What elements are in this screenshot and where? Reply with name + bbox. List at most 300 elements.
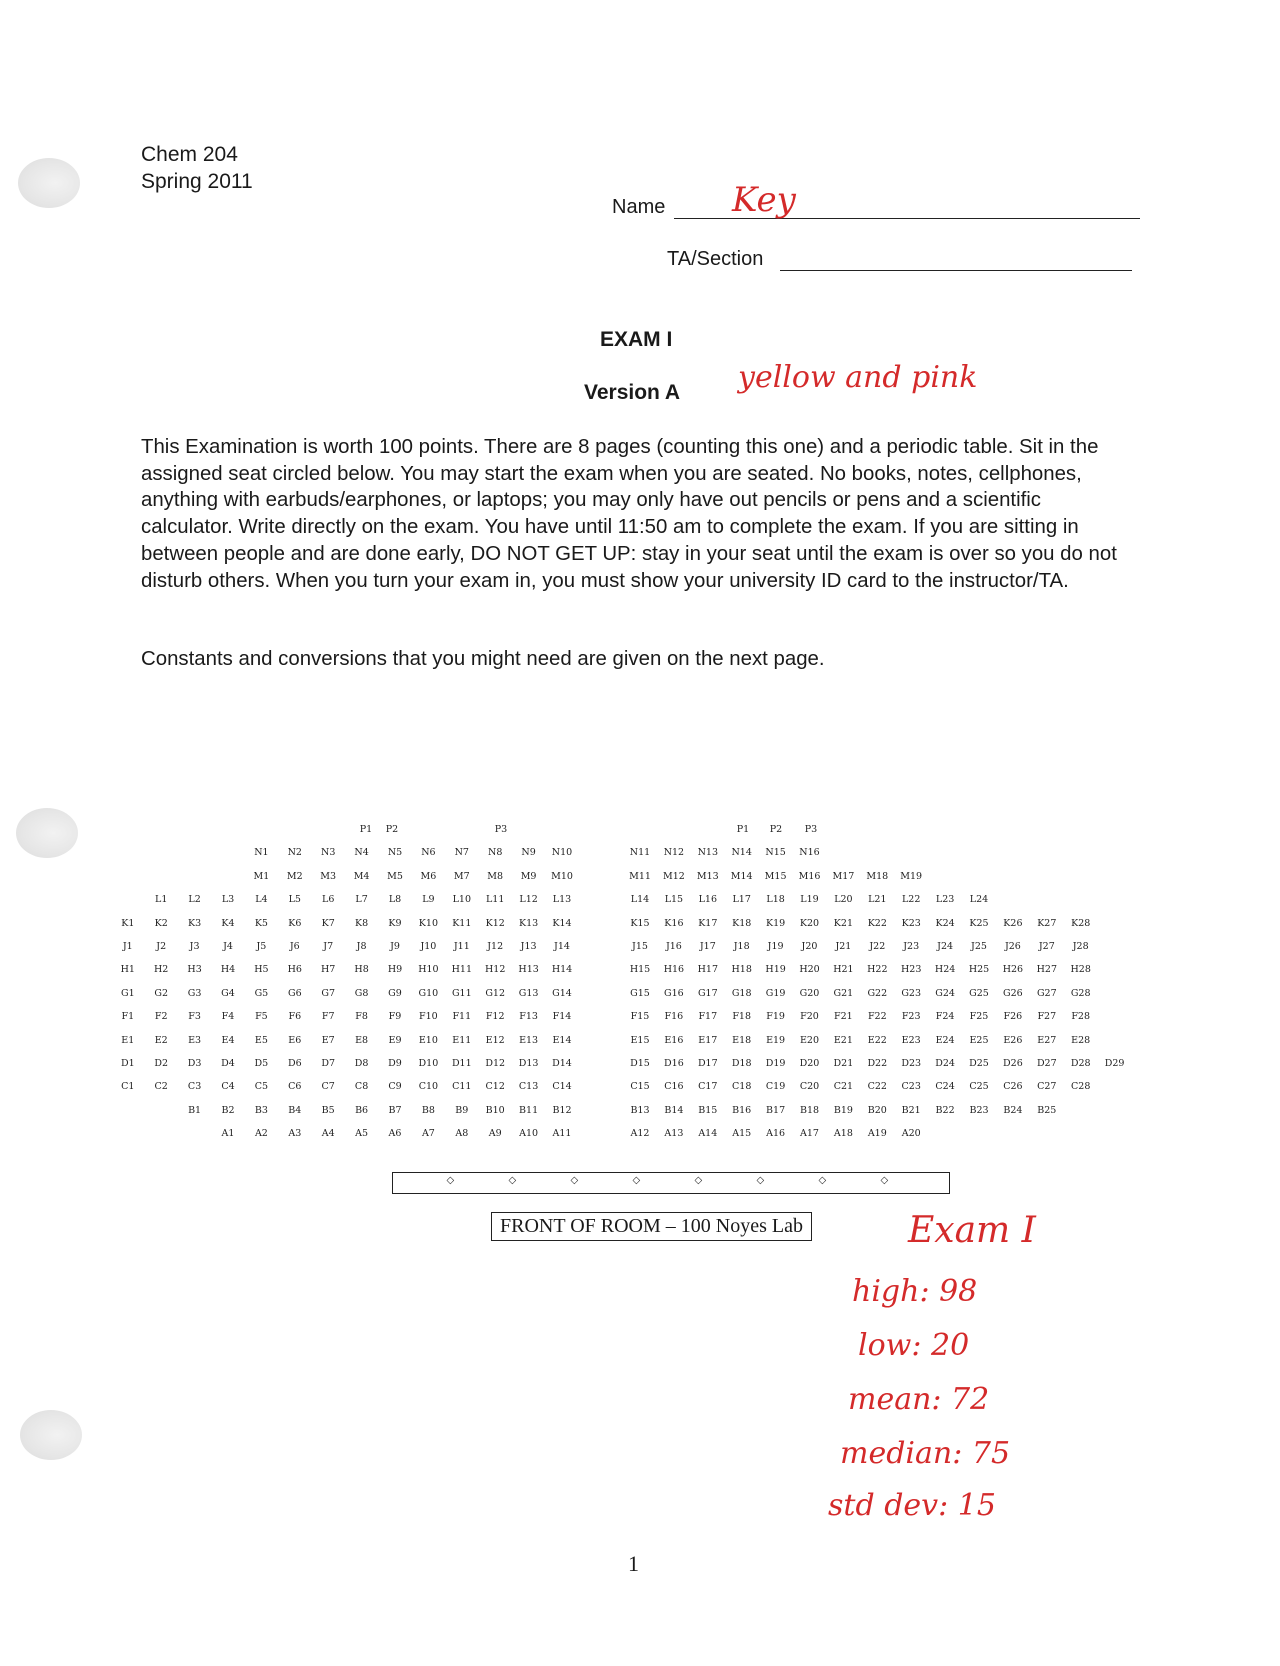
seat-f9: F9 — [388, 1011, 402, 1023]
stats-title: Exam I — [908, 1210, 1036, 1251]
seat-a17: A17 — [800, 1128, 819, 1140]
seat-c20: C20 — [799, 1081, 820, 1093]
seat-h17: H17 — [697, 964, 718, 976]
seat-k14: K14 — [552, 917, 572, 929]
seat-d19: D19 — [765, 1058, 786, 1069]
seat-c11: C11 — [452, 1081, 472, 1093]
instructions-paragraph: This Examination is worth 100 points. There are 8 pages (counting this one) and a periodic table. Sit in the assigned seat circled below. You may start the exam when you are seated. No books, notes, cellphones, anything with earbuds/earphones, or laptops; you may only have out pencils or pens and a scientific calculator. Write directly on the exam. You have until 11:50 am to complete the exam. If you are sitting in between people and are done early, DO NOT GET UP: stay in your seat until the exam is over so you do not disturb others. When you turn your exam in, you must show your university ID card to the instructor/TA. — [141, 436, 1117, 592]
front-marker: ◇ — [694, 1175, 703, 1186]
seat-m10: M10 — [551, 870, 573, 882]
seat-f15: F15 — [630, 1011, 650, 1023]
seat-m6: M6 — [420, 870, 437, 882]
seat-g17: G17 — [697, 987, 718, 999]
seat-f20: F20 — [800, 1011, 819, 1023]
seat-p2: P2 — [385, 824, 399, 835]
seat-c21: C21 — [833, 1081, 854, 1093]
seat-h23: H23 — [901, 964, 922, 976]
seat-d23: D23 — [901, 1058, 922, 1069]
seat-m5: M5 — [387, 870, 403, 882]
seat-h6: H6 — [287, 964, 302, 976]
seat-row-j — [0, 941, 1280, 957]
exam-version: Version A — [584, 381, 681, 404]
seat-row-d — [0, 1058, 1280, 1074]
seat-h20: H20 — [799, 964, 820, 976]
seat-c2: C2 — [154, 1081, 168, 1093]
seat-k28: K28 — [1071, 917, 1091, 929]
seat-f7: F7 — [321, 1011, 335, 1023]
seat-b15: B15 — [698, 1104, 718, 1116]
seat-m7: M7 — [453, 870, 470, 882]
seat-f6: F6 — [288, 1011, 302, 1023]
seat-c10: C10 — [418, 1081, 439, 1093]
seat-k8: K8 — [355, 917, 369, 929]
seat-c8: C8 — [354, 1081, 369, 1093]
seat-d20: D20 — [799, 1058, 820, 1069]
seat-g24: G24 — [935, 987, 955, 999]
seat-b16: B16 — [732, 1104, 752, 1116]
seat-a4: A4 — [321, 1128, 335, 1140]
seat-h18: H18 — [731, 964, 752, 976]
punch-hole-bottom — [20, 1410, 82, 1460]
seat-d28: D28 — [1070, 1058, 1091, 1069]
seat-b6: B6 — [355, 1104, 369, 1116]
seat-l9: L9 — [422, 894, 435, 906]
seat-f8: F8 — [355, 1011, 368, 1023]
seat-m16: M16 — [798, 870, 821, 882]
seat-j25: J25 — [971, 941, 987, 952]
seat-n4: N4 — [354, 847, 369, 859]
seat-k22: K22 — [867, 917, 887, 929]
seat-row-c — [0, 1081, 1280, 1097]
seat-e16: E16 — [664, 1034, 684, 1046]
seat-g9: G9 — [388, 987, 402, 999]
seat-m11: M11 — [629, 870, 651, 882]
seat-g2: G2 — [154, 987, 169, 999]
seat-h10: H10 — [418, 964, 439, 976]
seat-h15: H15 — [629, 964, 651, 976]
page-number: 1 — [628, 1551, 639, 1576]
seat-e13: E13 — [519, 1034, 539, 1046]
seat-m4: M4 — [353, 870, 370, 882]
stats-mean: mean: 72 — [848, 1382, 990, 1417]
seat-b24: B24 — [1003, 1104, 1023, 1116]
punch-hole-middle — [16, 808, 78, 858]
seat-l21: L21 — [868, 894, 887, 906]
seat-b20: B20 — [867, 1104, 887, 1116]
seat-h8: H8 — [354, 964, 369, 976]
seat-b11: B11 — [519, 1104, 539, 1116]
seat-c28: C28 — [1071, 1081, 1091, 1093]
seat-c3: C3 — [187, 1081, 202, 1093]
seat-h5: H5 — [254, 964, 269, 976]
seat-n10: N10 — [551, 847, 573, 859]
seat-j4: J4 — [223, 941, 233, 952]
seat-k27: K27 — [1037, 917, 1057, 929]
seat-g4: G4 — [221, 987, 235, 999]
seat-n13: N13 — [697, 847, 718, 859]
seat-b8: B8 — [421, 1104, 435, 1116]
course-term: Spring 2011 — [141, 170, 253, 193]
seat-a10: A10 — [519, 1128, 539, 1140]
seat-n16: N16 — [799, 847, 820, 859]
seat-h22: H22 — [867, 964, 888, 976]
seat-k21: K21 — [833, 917, 853, 929]
seat-k15: K15 — [630, 917, 650, 929]
seat-row-p — [0, 824, 1280, 840]
seat-j5: J5 — [256, 941, 267, 952]
seat-d15: D15 — [630, 1058, 650, 1069]
seat-p1: P1 — [736, 824, 750, 835]
seat-c9: C9 — [388, 1081, 402, 1093]
seat-c24: C24 — [935, 1081, 955, 1093]
seat-f24: F24 — [935, 1011, 955, 1023]
seat-b1: B1 — [188, 1104, 202, 1116]
seat-c19: C19 — [765, 1081, 786, 1093]
seat-k9: K9 — [388, 917, 402, 929]
seat-k2: K2 — [154, 917, 168, 929]
seat-a12: A12 — [630, 1128, 650, 1140]
seat-h12: H12 — [485, 964, 506, 976]
seat-h11: H11 — [451, 964, 472, 976]
seat-d25: D25 — [969, 1058, 989, 1069]
seat-a16: A16 — [766, 1128, 786, 1140]
seat-c7: C7 — [321, 1081, 335, 1093]
seat-h27: H27 — [1036, 964, 1057, 976]
seat-j23: J23 — [903, 941, 920, 952]
seat-a8: A8 — [455, 1128, 469, 1140]
seat-j15: J15 — [632, 941, 648, 952]
seat-n12: N12 — [663, 847, 685, 859]
seat-d8: D8 — [354, 1058, 369, 1069]
course-block — [141, 141, 253, 195]
seat-row-b — [0, 1105, 1280, 1121]
seat-l4: L4 — [255, 894, 268, 906]
seat-c12: C12 — [485, 1081, 505, 1093]
seat-f22: F22 — [867, 1011, 887, 1023]
seat-k12: K12 — [485, 917, 505, 929]
seat-p1: P1 — [359, 824, 373, 835]
seat-b5: B5 — [321, 1104, 335, 1116]
seat-k19: K19 — [766, 917, 786, 929]
seat-e14: E14 — [552, 1034, 572, 1046]
seat-j17: J17 — [699, 941, 716, 952]
seat-e5: E5 — [254, 1034, 268, 1046]
seat-b9: B9 — [455, 1104, 469, 1116]
front-marker: ◇ — [818, 1175, 827, 1186]
version-note: yellow and pink — [738, 360, 978, 395]
seat-a6: A6 — [388, 1128, 402, 1140]
seat-l2: L2 — [188, 894, 201, 906]
stats-low: low: 20 — [858, 1328, 970, 1363]
seat-c16: C16 — [664, 1081, 684, 1093]
seat-b23: B23 — [969, 1104, 989, 1116]
seat-a11: A11 — [552, 1128, 572, 1140]
seat-g6: G6 — [287, 987, 302, 999]
seat-row-k — [0, 918, 1280, 934]
seat-m9: M9 — [520, 870, 537, 882]
seat-k10: K10 — [418, 917, 438, 929]
name-value: Key — [732, 180, 796, 220]
seat-j18: J18 — [733, 941, 750, 952]
seat-m14: M14 — [730, 870, 753, 882]
seat-m17: M17 — [832, 870, 855, 882]
seat-l23: L23 — [935, 894, 955, 906]
seat-l10: L10 — [452, 894, 471, 906]
seat-e7: E7 — [321, 1034, 335, 1046]
seat-row-e — [0, 1035, 1280, 1051]
seat-l22: L22 — [901, 894, 921, 906]
seat-g5: G5 — [254, 987, 269, 999]
seat-j1: J1 — [122, 941, 133, 952]
seat-k11: K11 — [452, 917, 472, 929]
seat-d13: D13 — [518, 1058, 539, 1069]
seat-n2: N2 — [287, 847, 302, 859]
seat-a15: A15 — [732, 1128, 752, 1140]
seat-k20: K20 — [799, 917, 820, 929]
seat-g12: G12 — [485, 987, 506, 999]
seat-l18: L18 — [766, 894, 785, 906]
seat-j16: J16 — [665, 941, 682, 952]
seat-g10: G10 — [418, 987, 439, 999]
seat-e27: E27 — [1037, 1034, 1057, 1046]
seat-g27: G27 — [1036, 987, 1057, 999]
seat-row-m — [0, 871, 1280, 887]
seat-j10: J10 — [420, 941, 437, 952]
seat-j27: J27 — [1038, 941, 1055, 952]
seat-d22: D22 — [867, 1058, 888, 1069]
seat-row-l — [0, 894, 1280, 910]
seat-l1: L1 — [155, 894, 168, 906]
seat-e23: E23 — [901, 1034, 921, 1046]
seat-g21: G21 — [833, 987, 854, 999]
seat-j26: J26 — [1004, 941, 1021, 952]
seat-a5: A5 — [355, 1128, 369, 1140]
seat-j7: J7 — [323, 941, 334, 952]
seat-a2: A2 — [254, 1128, 268, 1140]
seat-b2: B2 — [221, 1104, 235, 1116]
seat-a18: A18 — [833, 1128, 853, 1140]
ta-section-label: TA/Section — [667, 248, 764, 270]
seat-f19: F19 — [766, 1011, 785, 1023]
seat-e25: E25 — [969, 1034, 989, 1046]
seat-f27: F27 — [1037, 1011, 1057, 1023]
seat-c6: C6 — [288, 1081, 302, 1093]
seat-b19: B19 — [833, 1104, 853, 1116]
seat-a7: A7 — [421, 1128, 435, 1140]
seat-d9: D9 — [388, 1058, 402, 1069]
seat-n1: N1 — [254, 847, 269, 859]
seat-row-h — [0, 964, 1280, 980]
seat-c23: C23 — [901, 1081, 921, 1093]
seat-a3: A3 — [288, 1128, 302, 1140]
seat-d2: D2 — [154, 1058, 169, 1069]
seat-g26: G26 — [1003, 987, 1023, 999]
seat-l17: L17 — [732, 894, 751, 906]
seat-n15: N15 — [765, 847, 786, 859]
punch-hole-top — [18, 158, 80, 208]
seat-a14: A14 — [698, 1128, 718, 1140]
seat-d11: D11 — [451, 1058, 472, 1069]
seat-k1: K1 — [121, 917, 135, 929]
seat-c14: C14 — [552, 1081, 572, 1093]
seat-g23: G23 — [901, 987, 922, 999]
seat-e15: E15 — [630, 1034, 650, 1046]
seat-f10: F10 — [419, 1011, 438, 1023]
seat-c13: C13 — [518, 1081, 539, 1093]
seat-j21: J21 — [835, 941, 852, 952]
seat-j24: J24 — [937, 941, 954, 952]
seat-k5: K5 — [254, 917, 268, 929]
seat-n7: N7 — [454, 847, 469, 859]
seat-e8: E8 — [355, 1034, 369, 1046]
seat-j2: J2 — [156, 941, 167, 952]
seat-n3: N3 — [321, 847, 336, 859]
seat-d17: D17 — [697, 1058, 718, 1069]
seat-e1: E1 — [121, 1034, 135, 1046]
name-label: Name — [612, 196, 666, 218]
course-title: Chem 204 — [141, 143, 238, 166]
ta-section-field[interactable] — [667, 246, 1137, 276]
seat-c22: C22 — [867, 1081, 887, 1093]
seat-k25: K25 — [969, 917, 989, 929]
seat-h13: H13 — [518, 964, 539, 976]
front-of-room-label: FRONT OF ROOM – 100 Noyes Lab — [491, 1212, 812, 1241]
seat-h14: H14 — [551, 964, 573, 976]
seat-j6: J6 — [289, 941, 300, 952]
seat-p3: P3 — [804, 824, 818, 835]
seat-c17: C17 — [698, 1081, 718, 1093]
seat-j9: J9 — [390, 941, 400, 952]
seat-g7: G7 — [321, 987, 336, 999]
seat-g8: G8 — [354, 987, 369, 999]
name-field[interactable] — [612, 180, 1132, 224]
seat-d1: D1 — [120, 1058, 135, 1069]
seat-d6: D6 — [287, 1058, 302, 1069]
seat-l15: L15 — [664, 894, 684, 906]
seat-row-f — [0, 1011, 1280, 1027]
seat-d27: D27 — [1036, 1058, 1057, 1069]
seat-e20: E20 — [799, 1034, 820, 1046]
seat-j14: J14 — [554, 941, 570, 952]
seat-b12: B12 — [552, 1104, 572, 1116]
seat-f23: F23 — [901, 1011, 921, 1023]
seat-g25: G25 — [969, 987, 989, 999]
seat-m13: M13 — [696, 870, 719, 882]
seat-d21: D21 — [833, 1058, 854, 1069]
seat-f14: F14 — [552, 1011, 572, 1023]
seat-d16: D16 — [664, 1058, 684, 1069]
seat-j3: J3 — [189, 941, 200, 952]
seat-f4: F4 — [221, 1011, 235, 1023]
seat-f2: F2 — [154, 1011, 168, 1023]
seat-e28: E28 — [1071, 1034, 1091, 1046]
seat-e19: E19 — [766, 1034, 786, 1046]
seat-k6: K6 — [288, 917, 302, 929]
seat-m18: M18 — [866, 870, 889, 882]
seat-n9: N9 — [521, 847, 536, 859]
seat-m2: M2 — [286, 870, 303, 882]
seat-e17: E17 — [698, 1034, 718, 1046]
seat-n8: N8 — [488, 847, 503, 859]
seat-g3: G3 — [187, 987, 202, 999]
seat-e9: E9 — [388, 1034, 402, 1046]
seat-l20: L20 — [834, 894, 853, 906]
seat-b21: B21 — [901, 1104, 921, 1116]
seat-b3: B3 — [254, 1104, 268, 1116]
seat-h25: H25 — [968, 964, 990, 976]
seat-l8: L8 — [388, 894, 402, 906]
seat-c25: C25 — [969, 1081, 989, 1093]
seat-l11: L11 — [485, 894, 505, 906]
stats-std-dev: std dev: 15 — [828, 1488, 996, 1523]
seat-a1: A1 — [221, 1128, 235, 1140]
exam-title: EXAM I — [600, 328, 673, 351]
seat-k16: K16 — [664, 917, 684, 929]
seat-c4: C4 — [221, 1081, 235, 1093]
seat-a20: A20 — [901, 1128, 921, 1140]
seat-j28: J28 — [1072, 941, 1089, 952]
seat-h28: H28 — [1070, 964, 1091, 976]
seat-d7: D7 — [321, 1058, 336, 1069]
front-marker: ◇ — [508, 1175, 517, 1186]
seat-n11: N11 — [629, 847, 651, 859]
seat-j13: J13 — [520, 941, 537, 952]
seat-l5: L5 — [288, 894, 301, 906]
seat-g16: G16 — [664, 987, 684, 999]
seat-f25: F25 — [969, 1011, 989, 1023]
seat-e6: E6 — [288, 1034, 302, 1046]
seat-f5: F5 — [255, 1011, 268, 1023]
seat-h16: H16 — [663, 964, 685, 976]
seat-e10: E10 — [418, 1034, 438, 1046]
seat-d12: D12 — [485, 1058, 506, 1069]
seat-b4: B4 — [288, 1104, 302, 1116]
seat-c1: C1 — [121, 1081, 135, 1093]
seat-d18: D18 — [731, 1058, 752, 1069]
seat-l13: L13 — [552, 894, 572, 906]
seat-n6: N6 — [421, 847, 436, 859]
seat-g13: G13 — [518, 987, 539, 999]
seat-d14: D14 — [552, 1058, 572, 1069]
seat-e11: E11 — [452, 1034, 472, 1046]
front-marker: ◇ — [570, 1175, 579, 1186]
seat-c27: C27 — [1037, 1081, 1057, 1093]
seat-m15: M15 — [764, 870, 787, 882]
seat-m19: M19 — [900, 870, 923, 882]
seat-g19: G19 — [765, 987, 786, 999]
seat-f3: F3 — [188, 1011, 201, 1023]
seat-n14: N14 — [731, 847, 752, 859]
seat-d5: D5 — [254, 1058, 269, 1069]
seat-e3: E3 — [188, 1034, 202, 1046]
seat-k17: K17 — [698, 917, 718, 929]
seat-l12: L12 — [519, 894, 538, 906]
seat-j19: J19 — [767, 941, 784, 952]
front-of-room-bar — [392, 1172, 950, 1194]
seat-f28: F28 — [1071, 1011, 1091, 1023]
seat-b7: B7 — [388, 1104, 402, 1116]
seat-k13: K13 — [519, 917, 539, 929]
seat-row-n — [0, 847, 1280, 863]
seat-g1: G1 — [120, 987, 135, 999]
seat-l19: L19 — [800, 894, 819, 906]
seat-p2: P2 — [769, 824, 783, 835]
seat-a19: A19 — [867, 1128, 887, 1140]
seat-h4: H4 — [220, 964, 236, 976]
seat-g20: G20 — [799, 987, 820, 999]
seat-g14: G14 — [552, 987, 572, 999]
seat-f17: F17 — [698, 1011, 718, 1023]
